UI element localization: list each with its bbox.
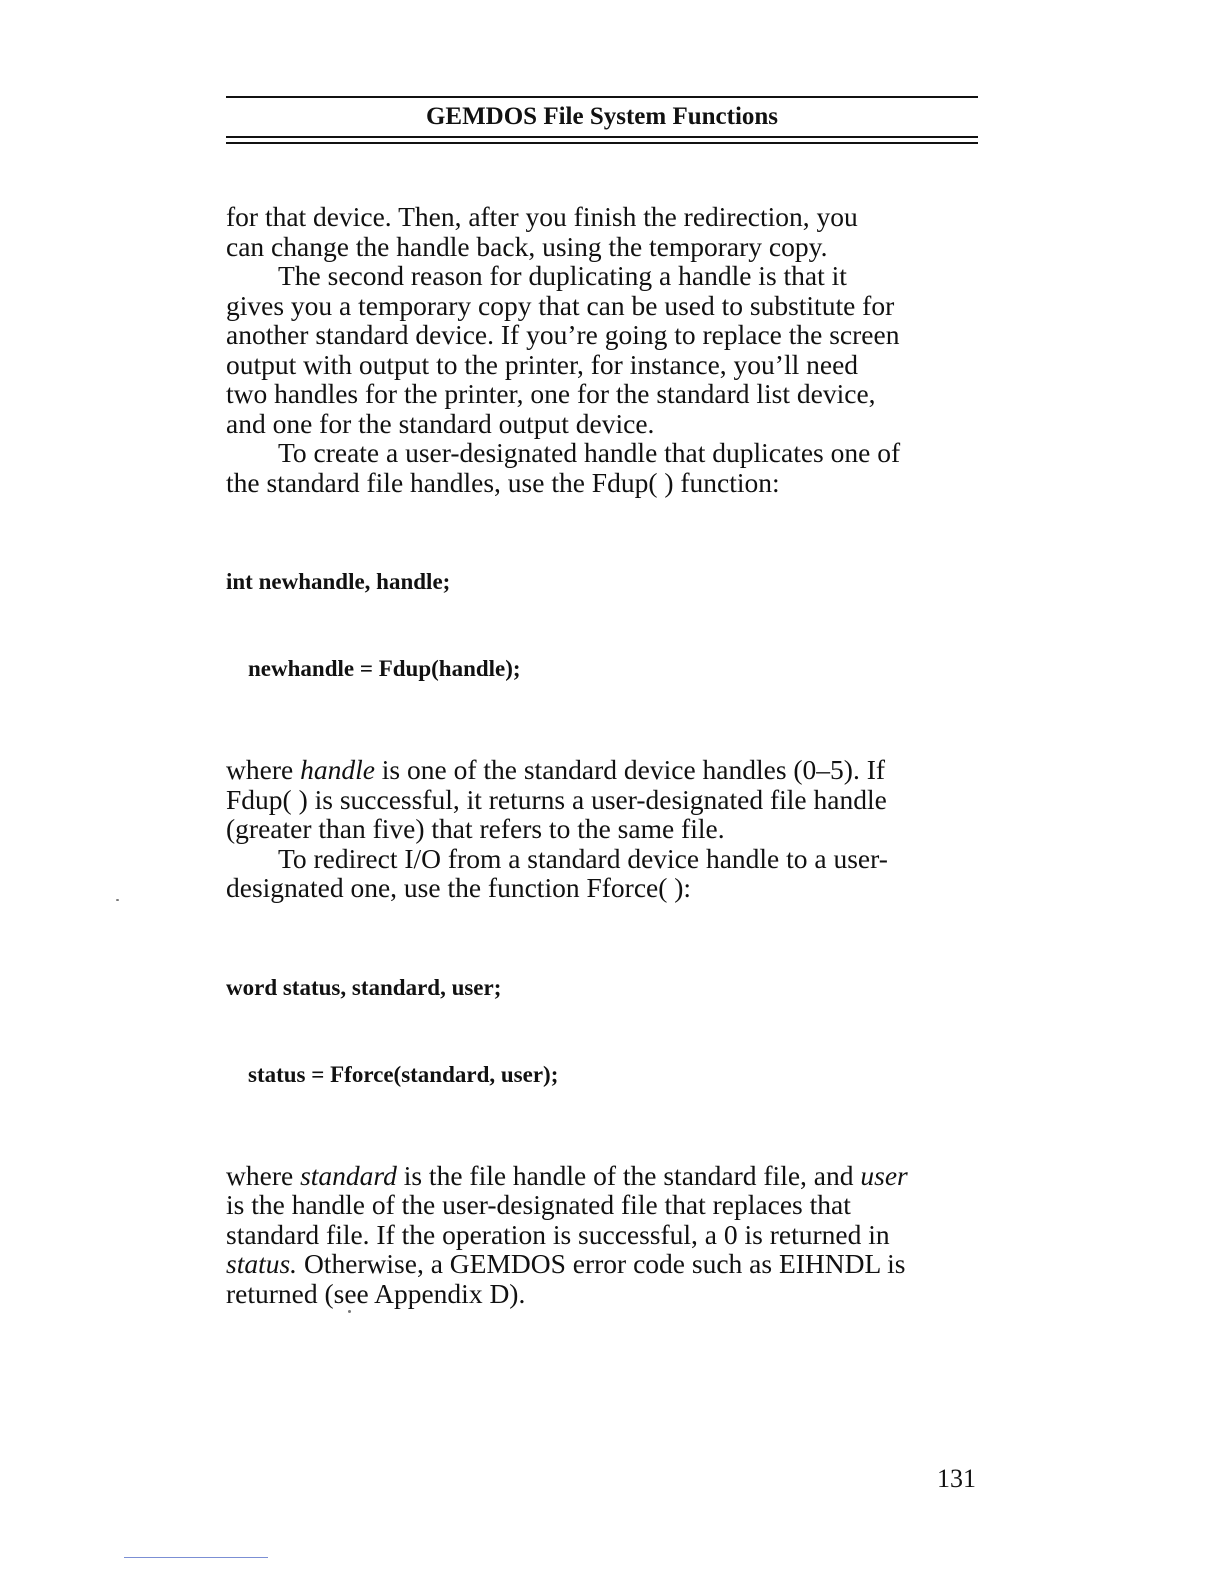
text-run: is one of the standard device handles (0–5). If [374,754,886,785]
text-line: Fdup( ) is successful, it returns a user-designated file handle [226,783,887,815]
header-bottom-rule-2 [226,142,978,144]
code-line: int newhandle, handle; [226,569,451,594]
text-run: where [226,1159,301,1191]
text-line: and one for the standard output device. [226,407,655,439]
text-run: where [226,754,301,785]
body-text [226,202,986,1308]
text-line: The second reason for duplicating a handle is that it [278,260,847,291]
paragraph-1 [226,202,986,261]
code-line: word status, standard, user; [226,974,502,1000]
running-header [226,96,978,150]
text-line [226,1161,986,1191]
text-line: can change the handle back, using the temporary copy. [226,230,828,262]
paragraph-5 [226,844,986,903]
text-line: the standard file handles, use the Fdup( ) function: [226,466,780,498]
text-line: output with output to the printer, for instance, you’ll need [226,348,859,380]
text-line: (greater than five) that refers to the same file. [226,813,725,844]
paragraph-2 [226,261,986,438]
text-line: standard file. If the operation is successful, a 0 is returned in [226,1218,890,1250]
text-line: two handles for the printer, one for the standard list device, [226,378,876,409]
header-title: GEMDOS File System Functions [425,103,779,130]
text-line: gives you a temporary copy that can be used to substitute for [226,289,895,321]
emphasis-handle: handle [300,754,375,785]
text-line: returned (see Appendix D). [226,1277,526,1309]
text-line: To redirect I/O from a standard device handle to a user- [278,842,888,874]
text-line: for that device. Then, after you finish the redirection, you [226,201,858,232]
code-block-fforce [226,915,986,1147]
text-line: designated one, use the function Fforce( ): [226,872,692,903]
text-run: is the file handle of the standard file, and [396,1159,861,1191]
paragraph-4 [226,755,986,844]
emphasis-status: status. [226,1248,298,1279]
header-top-rule [226,96,978,98]
emphasis-standard: standard [300,1159,397,1191]
paragraph-3 [226,438,986,497]
text-line [226,755,986,785]
page-number: 131 [937,1464,976,1493]
text-run: Otherwise, a GEMDOS error code such as EIHNDL is [297,1248,906,1279]
text-line: is the handle of the user-designated file that replaces that [226,1189,851,1220]
scan-edge-line [124,1557,268,1558]
emphasis-user: user [860,1159,908,1191]
scan-speck [348,1310,351,1313]
text-line: another standard device. If you’re going to replace the screen [226,319,900,350]
code-line: status = Fforce(standard, user); [248,1061,559,1087]
text-line [226,1249,986,1279]
paragraph-6 [226,1161,986,1309]
text-line: To create a user-designated handle that duplicates one of [278,437,901,468]
code-block-fdup [226,509,986,741]
scan-speck [116,899,119,901]
code-line: newhandle = Fdup(handle); [248,656,521,681]
header-bottom-rule [226,136,978,138]
